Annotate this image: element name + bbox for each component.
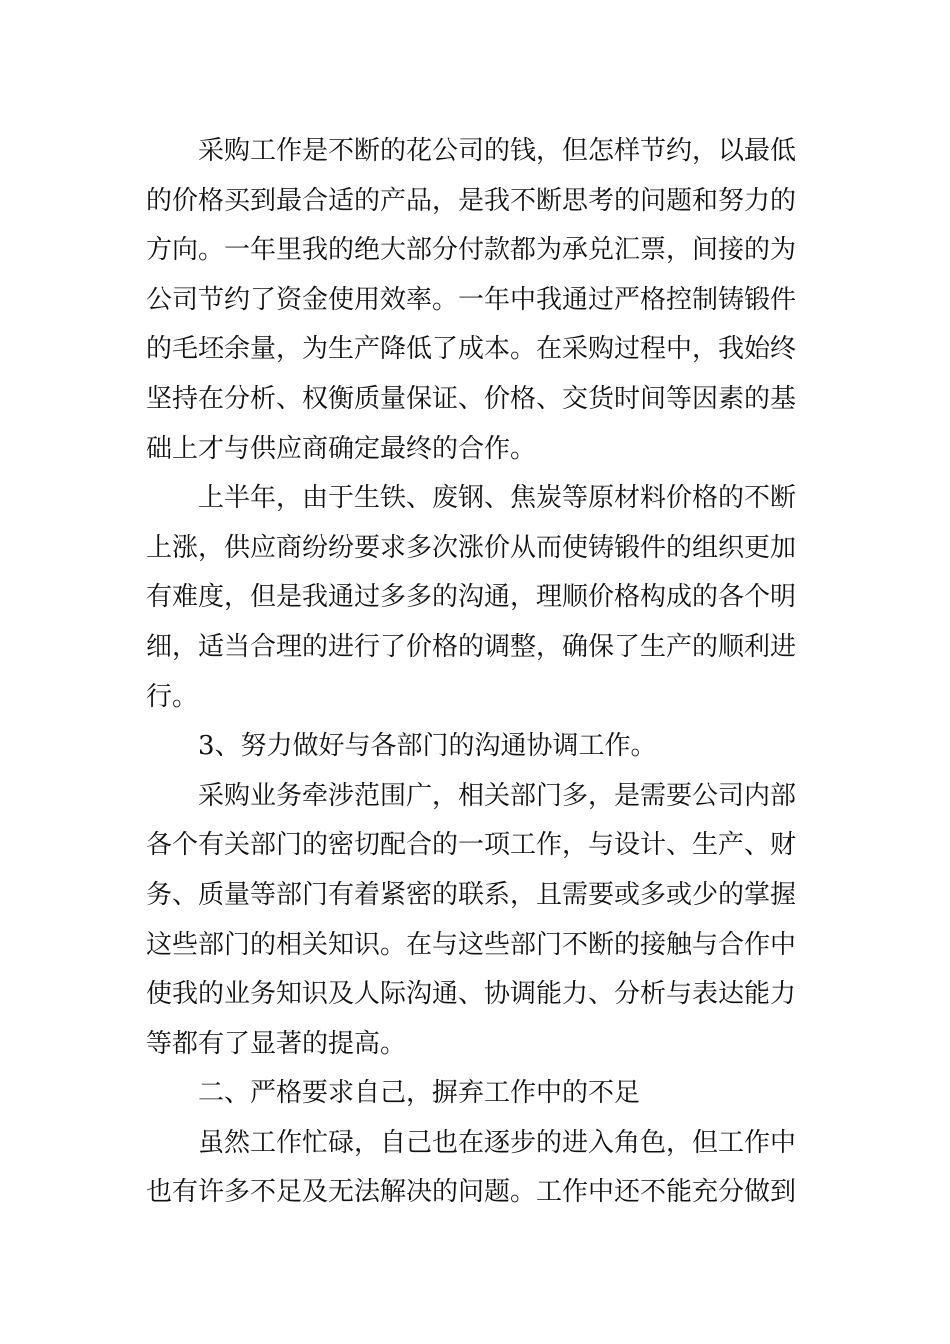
- text-line: 细，适当合理的进行了价格的调整，确保了生产的顺利进: [146, 631, 797, 662]
- text-line: 也有许多不足及无法解决的问题。工作中还不能充分做到: [146, 1177, 797, 1208]
- text-line: 的价格买到最合适的产品，是我不断思考的问题和努力的: [146, 185, 797, 216]
- paragraph-coordination: [146, 772, 806, 1070]
- text-line: 采购工作是不断的花公司的钱，但怎样节约，以最低: [146, 136, 797, 166]
- paragraph-cost-saving: [146, 127, 806, 474]
- paragraph-price-increase: [146, 474, 806, 722]
- text-line: 上半年，由于生铁、废钢、焦炭等原材料价格的不断: [146, 483, 797, 514]
- text-line: 有难度，但是我通过多多的沟通，理顺价格构成的各个明: [146, 582, 797, 613]
- section-heading-3: [146, 722, 806, 772]
- text-line: 使我的业务知识及人际沟通、协调能力、分析与表达能力: [146, 979, 797, 1010]
- text-line: 上涨，供应商纷纷要求多次涨价从而使铸锻件的组织更加: [146, 532, 797, 563]
- text-line: 务、质量等部门有着紧密的联系，且需要或多或少的掌握: [146, 879, 797, 910]
- text-line: 等都有了显著的提高。: [146, 1028, 407, 1059]
- text-line: 这些部门的相关知识。在与这些部门不断的接触与合作中: [146, 929, 797, 960]
- text-line: 的毛坯余量，为生产降低了成本。在采购过程中，我始终: [146, 334, 797, 365]
- text-line: 虽然工作忙碌，自己也在逐步的进入角色，但工作中: [146, 1127, 797, 1158]
- text-line: 采购业务牵涉范围广，相关部门多，是需要公司内部: [146, 780, 797, 811]
- text-line: 方向。一年里我的绝大部分付款都为承兑汇票，间接的为: [146, 235, 797, 266]
- text-line: 公司节约了资金使用效率。一年中我通过严格控制铸锻件: [146, 284, 797, 315]
- text-line: 各个有关部门的密切配合的一项工作，与设计、生产、财: [146, 830, 797, 861]
- heading-line: 3、努力做好与各部门的沟通协调工作。: [146, 731, 657, 762]
- paragraph-shortcomings: [146, 1119, 806, 1218]
- section-heading-2: [146, 1069, 806, 1119]
- text-line: 础上才与供应商确定最终的合作。: [146, 433, 537, 464]
- text-line: 行。: [146, 681, 199, 712]
- document-page: [146, 127, 806, 1218]
- heading-line: 二、严格要求自己，摒弃工作中的不足: [146, 1078, 641, 1109]
- text-line: 坚持在分析、权衡质量保证、价格、交货时间等因素的基: [146, 383, 797, 414]
